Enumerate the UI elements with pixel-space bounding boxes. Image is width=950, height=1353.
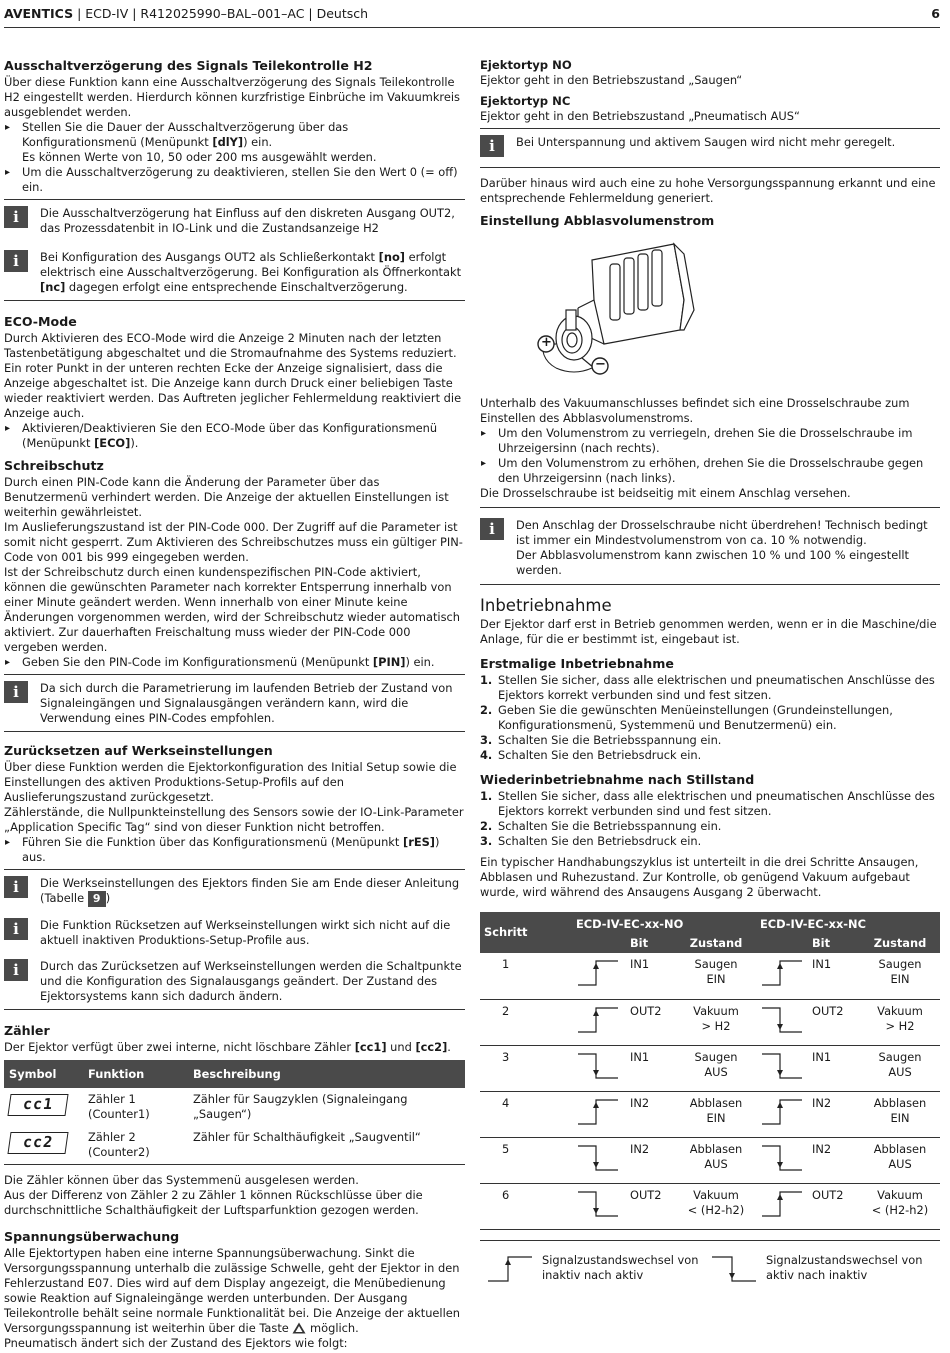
page-number: 6 bbox=[931, 6, 940, 21]
rising-edge-icon bbox=[576, 1004, 620, 1034]
info-note: i Die Ausschaltverzögerung hat Einfluss auf den diskreten Ausgang OUT2, das Prozessdatenbit in IO-Link und die Zustandsanzeige H2 bbox=[4, 199, 465, 241]
signal-cell bbox=[572, 1137, 626, 1183]
table-header: Zustand bbox=[676, 934, 756, 953]
paragraph: Der Ejektor darf erst in Betrieb genommen werden, wenn er in die Maschine/die Anlage, für die er bestimmt ist, eingebaut ist. bbox=[480, 617, 937, 646]
paragraph: Über diese Funktion kann eine Ausschaltverzögerung des Signals Teilekontrolle H2 eingestellt werden. Hierdurch können kurzfristige Einbrüche im Vakuumkreis ausgeblendet werden. bbox=[4, 75, 460, 119]
state-cell: Abblasen EIN bbox=[676, 1091, 756, 1137]
signal-cell bbox=[572, 953, 626, 999]
info-icon: i bbox=[4, 959, 28, 981]
section-title: Schreibschutz bbox=[4, 458, 104, 473]
table-header: Zustand bbox=[860, 934, 940, 953]
signal-cell bbox=[572, 1183, 626, 1229]
table-header: Funktion bbox=[83, 1060, 188, 1088]
paragraph: Ein typischer Handhabungszyklus ist unterteilt in die drei Schritte Ansaugen, Abblasen und Ruhezustand. Zur Kontrolle, ob genügend Vakuum aufgebaut wurde, wird während des Ansaugens Ausgang 2 überwacht. bbox=[480, 855, 919, 899]
table-header: ECD-IV-EC-xx-NC bbox=[756, 912, 940, 934]
info-note: i Den Anschlag der Drosselschraube nicht überdrehen! Technisch bedingt ist immer ein Mindestvolumenstrom von ca. 10 % notwendig. Der Abblasvolumenstrom kann zwischen 10 % und 100 % eingestellt werden. bbox=[480, 507, 940, 585]
info-note: i Durch das Zurücksetzen auf Werkseinstellungen werden die Schaltpunkte und die Konfiguration des Signalausgangs geändert. Der Zustand des Ejektorsystems kann sich dadurch ändern. bbox=[4, 953, 465, 1010]
section-title: Spannungsüberwachung bbox=[4, 1229, 180, 1244]
rising-edge-icon bbox=[760, 1096, 804, 1126]
section-title: Einstellung Abblasvolumenstrom bbox=[480, 213, 715, 228]
info-icon: i bbox=[4, 876, 28, 898]
counter-table bbox=[4, 1060, 465, 1165]
bit-cell: OUT2 bbox=[626, 1183, 676, 1229]
numbered-step: 2. Geben Sie die gewünschten Menüeinstellungen (Grundeinstellungen, Konfigurationsmenü, Systemmenü und Benutzermenü) ein. bbox=[480, 703, 893, 732]
subsection-title: Ejektortyp NC bbox=[480, 94, 571, 108]
step-number: 3 bbox=[480, 1045, 572, 1091]
falling-edge-icon bbox=[760, 1004, 804, 1034]
table-row: cc2 Zähler 2 (Counter2) Zähler für Schalthäufigkeit „Saugventil“ bbox=[4, 1126, 465, 1165]
step-number: 6 bbox=[480, 1183, 572, 1229]
table-header: Schritt bbox=[480, 912, 572, 953]
bit-cell: IN2 bbox=[808, 1091, 860, 1137]
bullet-item: ▸ Führen Sie die Funktion über das Konfigurationsmenü (Menüpunkt [rES]) aus. bbox=[4, 835, 465, 865]
paragraph: Ejektor geht in den Betriebszustand „Saugen“ bbox=[480, 73, 743, 87]
falling-edge-icon bbox=[710, 1253, 758, 1283]
table-header: Bit bbox=[626, 934, 676, 953]
paragraph: Darüber hinaus wird auch eine zu hohe Versorgungsspannung erkannt und eine entsprechende Fehlermeldung generiert. bbox=[480, 176, 936, 205]
bullet-item: ▸ Stellen Sie die Dauer der Ausschaltverzögerung über das Konfigurationsmenü (Menüpunkt [dlY]) ein. Es können Werte von 10, 50 oder 200 ms ausgewählt werden. bbox=[4, 120, 465, 165]
paragraph: Unterhalb des Vakuumanschlusses befindet sich eine Drosselschraube zum Einstellen des Abblasvolumenstroms. bbox=[480, 396, 910, 425]
numbered-step: 3. Schalten Sie die Betriebsspannung ein. bbox=[480, 733, 722, 747]
falling-edge-icon bbox=[576, 1188, 620, 1218]
ejector-illustration bbox=[534, 240, 734, 390]
paragraph: Pneumatisch ändert sich der Zustand des Ejektors wie folgt: bbox=[4, 1336, 348, 1350]
bullet-item: ▸ Geben Sie den PIN-Code im Konfigurationsmenü (Menüpunkt [PIN]) ein. bbox=[4, 655, 465, 670]
bit-cell: OUT2 bbox=[808, 999, 860, 1045]
numbered-step: 2. Schalten Sie die Betriebsspannung ein. bbox=[480, 819, 722, 833]
info-note: i Bei Konfiguration des Ausgangs OUT2 als Schließerkontakt [no] erfolgt elektrisch eine Ausschaltverzögerung. Bei Konfiguration als Öffnerkontakt [nc] dagegen erfolgt eine entsprechende Einschaltverzögerung. bbox=[4, 241, 465, 301]
bullet-item: ▸ Aktivieren/Deaktivieren Sie den ECO-Mode über das Konfigurationsmenü (Menüpunkt [ECO]). bbox=[4, 421, 465, 451]
minus-label: − bbox=[595, 357, 606, 372]
signal-cell bbox=[572, 1091, 626, 1137]
page-header bbox=[4, 6, 940, 28]
step-number: 1 bbox=[480, 953, 572, 999]
rising-edge-icon bbox=[760, 957, 804, 987]
table-row bbox=[480, 1183, 940, 1229]
section-title: Zähler bbox=[4, 1023, 50, 1038]
document-id: | ECD-IV | R412025990–BAL–001–AC | Deutsch bbox=[73, 6, 369, 21]
state-cell: Saugen EIN bbox=[676, 953, 756, 999]
info-note: i Bei Unterspannung und aktivem Saugen wird nicht mehr geregelt. bbox=[480, 128, 940, 168]
state-cell: Abblasen AUS bbox=[676, 1137, 756, 1183]
paragraph: Ejektor geht in den Betriebszustand „Pneumatisch AUS“ bbox=[480, 109, 800, 123]
bit-cell: IN2 bbox=[626, 1091, 676, 1137]
paragraph: Die Drosselschraube ist beidseitig mit einem Anschlag versehen. bbox=[480, 486, 851, 500]
paragraph: Zählerstände, die Nullpunkteinstellung des Sensors sowie der IO-Link-Parameter „Application Specific Tag“ sind von dieser Funktion nicht betroffen. bbox=[4, 805, 464, 834]
rising-edge-icon bbox=[486, 1253, 534, 1283]
bit-cell: IN2 bbox=[626, 1137, 676, 1183]
falling-edge-icon bbox=[576, 1050, 620, 1080]
right-column bbox=[480, 57, 940, 1230]
table-header: Beschreibung bbox=[188, 1060, 465, 1088]
numbered-step: 3. Schalten Sie den Betriebsdruck ein. bbox=[480, 834, 702, 848]
step-number: 5 bbox=[480, 1137, 572, 1183]
legend-item-rising: Signalzustandswechsel von inaktiv nach aktiv bbox=[486, 1253, 712, 1283]
paragraph: Über diese Funktion werden die Ejektorkonfiguration des Initial Setup sowie die Einstellungen des aktiven Produktions-Setup-Profils auf den Auslieferungszustand zurückgesetzt. bbox=[4, 760, 457, 804]
state-cell: Vakuum > H2 bbox=[676, 999, 756, 1045]
bullet-item: ▸ Um die Ausschaltverzögerung zu deaktivieren, stellen Sie den Wert 0 (= off) ein. bbox=[4, 165, 465, 195]
state-cell: Saugen AUS bbox=[676, 1045, 756, 1091]
chapter-title: Inbetriebnahme bbox=[480, 596, 612, 615]
seven-segment-symbol: cc1 bbox=[7, 1094, 68, 1116]
table-row bbox=[480, 1137, 940, 1183]
step-number: 4 bbox=[480, 1091, 572, 1137]
signal-cell bbox=[756, 1045, 808, 1091]
handling-cycle-table bbox=[480, 912, 940, 1230]
bullet-item: ▸ Um den Volumenstrom zu erhöhen, drehen Sie die Drosselschraube gegen den Uhrzeigersinn (nach links). bbox=[480, 456, 940, 486]
throttle-screw-figure bbox=[534, 240, 734, 390]
numbered-step: 1. Stellen Sie sicher, dass alle elektrischen und pneumatischen Anschlüsse des Ejektors korrekt verbunden sind und fest sitzen. bbox=[480, 673, 935, 702]
warning-triangle-icon bbox=[292, 1322, 306, 1334]
section-title: Erstmalige Inbetriebnahme bbox=[480, 656, 674, 671]
signal-legend bbox=[480, 1240, 940, 1282]
info-icon: i bbox=[4, 206, 28, 228]
info-note: i Die Werkseinstellungen des Ejektors finden Sie am Ende dieser Anleitung (Tabelle 9 ) bbox=[4, 869, 465, 912]
signal-cell bbox=[756, 999, 808, 1045]
section-title: Wiederinbetriebnahme nach Stillstand bbox=[480, 772, 755, 787]
info-note: i Die Funktion Rücksetzen auf Werkseinstellungen wirkt sich nicht auf die aktuell inaktiven Produktions-Setup-Profile aus. bbox=[4, 912, 465, 953]
signal-cell bbox=[756, 1137, 808, 1183]
bit-cell: IN1 bbox=[626, 953, 676, 999]
signal-cell bbox=[756, 1091, 808, 1137]
paragraph: Ist der Schreibschutz durch einen kundenspezifischen PIN-Code aktiviert, können die gewünschten Parameter nach korrekter Entsperrung innerhalb von einer Minute geändert werden. Wenn innerhalb von einer Minute keine Änderungen vorgenommen werden, wird der Schreibschutz wieder automatisch aktiviert. Zur dauerhaften Freischaltung muss wieder der PIN-Code 000 vergeben werden. bbox=[4, 565, 461, 654]
table-row: cc1 Zähler 1 (Counter1) Zähler für Saugzyklen (Signaleingang „Saugen“) bbox=[4, 1088, 465, 1126]
table-row bbox=[480, 999, 940, 1045]
rising-edge-icon bbox=[760, 1188, 804, 1218]
subsection-title: Ejektortyp NO bbox=[480, 58, 572, 72]
table-row bbox=[480, 953, 940, 999]
table-row bbox=[480, 1045, 940, 1091]
state-cell: Abblasen AUS bbox=[860, 1137, 940, 1183]
paragraph: Durch einen PIN-Code kann die Änderung der Parameter über das Benutzermenü verhindert werden. Die Anzeige der aktuellen Einstellungen ist weiterhin gewährleistet. bbox=[4, 475, 449, 519]
table-header: Bit bbox=[808, 934, 860, 953]
falling-edge-icon bbox=[760, 1142, 804, 1172]
paragraph: Die Zähler können über das Systemmenü ausgelesen werden. bbox=[4, 1173, 359, 1187]
signal-cell bbox=[572, 1045, 626, 1091]
signal-cell bbox=[756, 953, 808, 999]
plus-label: + bbox=[541, 335, 552, 350]
bit-cell: IN1 bbox=[808, 1045, 860, 1091]
paragraph: Aus der Differenz von Zähler 2 zu Zähler 1 können Rückschlüsse über die durchschnittliche Schalthäufigkeit der Luftsparfunktion gezogen werden. bbox=[4, 1188, 423, 1217]
signal-cell bbox=[572, 999, 626, 1045]
brand-name: AVENTICS bbox=[4, 6, 74, 21]
paragraph: Alle Ejektortypen haben eine interne Spannungsüberwachung. Sinkt die Versorgungsspannung unterhalb die zulässige Schwelle, geht der Ejektor in den Fehlerzustand E07. Dies wird auf dem Display angezeigt, die Menübedienung sowie Reaktion auf Signaleingänge werden unterbunden. Der Ausgang Teilekontrolle behält seine normale Funktionalität bei. Die Anzeige der aktuellen Versorgungsspannung ist weiterhin über die Taste möglich. bbox=[4, 1246, 460, 1335]
bit-cell: IN1 bbox=[626, 1045, 676, 1091]
state-cell: Saugen EIN bbox=[860, 953, 940, 999]
bit-cell: OUT2 bbox=[808, 1183, 860, 1229]
table-header: Symbol bbox=[4, 1060, 83, 1088]
bit-cell: IN1 bbox=[808, 953, 860, 999]
state-cell: Vakuum > H2 bbox=[860, 999, 940, 1045]
info-icon: i bbox=[4, 918, 28, 940]
state-cell: Vakuum < (H2-h2) bbox=[860, 1183, 940, 1229]
seven-segment-symbol: cc2 bbox=[7, 1132, 68, 1154]
falling-edge-icon bbox=[760, 1050, 804, 1080]
table-reference-badge[interactable]: 9 bbox=[88, 891, 106, 907]
paragraph: Im Auslieferungszustand ist der PIN-Code 000. Der Zugriff auf die Parameter ist somit nicht gesperrt. Zum Aktivieren des Schreibschutzes muss ein gültiger PIN-Code von 001 bis 999 eingegeben werden. bbox=[4, 520, 463, 564]
info-icon: i bbox=[4, 681, 28, 703]
numbered-step: 4. Schalten Sie den Betriebsdruck ein. bbox=[480, 748, 702, 762]
bullet-item: ▸ Um den Volumenstrom zu verriegeln, drehen Sie die Drosselschraube im Uhrzeigersinn (nach rechts). bbox=[480, 426, 940, 456]
signal-cell bbox=[756, 1183, 808, 1229]
step-number: 2 bbox=[480, 999, 572, 1045]
state-cell: Vakuum < (H2-h2) bbox=[676, 1183, 756, 1229]
info-note: i Da sich durch die Parametrierung im laufenden Betrieb der Zustand von Signaleingängen und Signalausgängen verändern kann, wird die Verwendung eines PIN-Codes empfohlen. bbox=[4, 674, 465, 732]
section-title: Ausschaltverzögerung des Signals Teilekontrolle H2 bbox=[4, 58, 373, 73]
left-column bbox=[4, 57, 465, 1351]
state-cell: Abblasen EIN bbox=[860, 1091, 940, 1137]
numbered-step: 1. Stellen Sie sicher, dass alle elektrischen und pneumatischen Anschlüsse des Ejektors korrekt verbunden sind und fest sitzen. bbox=[480, 789, 935, 818]
table-row bbox=[480, 1091, 940, 1137]
section-title: ECO-Mode bbox=[4, 314, 77, 329]
state-cell: Saugen AUS bbox=[860, 1045, 940, 1091]
rising-edge-icon bbox=[576, 1096, 620, 1126]
section-title: Zurücksetzen auf Werkseinstellungen bbox=[4, 743, 273, 758]
info-icon: i bbox=[480, 518, 504, 540]
rising-edge-icon bbox=[576, 957, 620, 987]
info-icon: i bbox=[480, 135, 504, 157]
bit-cell: IN2 bbox=[808, 1137, 860, 1183]
paragraph: Durch Aktivieren des ECO-Mode wird die Anzeige 2 Minuten nach der letzten Tastenbetätigung abgeschaltet und die Stromaufnahme des Systems reduziert. Ein roter Punkt in der unteren rechten Ecke der Anzeige signalisiert, dass die Anzeige abgeschaltet ist. Die Anzeige kann durch Druck einer beliebigen Taste wieder reaktiviert werden. Das Auftreten jeglicher Fehlermeldung reaktiviert die Anzeige auch. bbox=[4, 331, 462, 420]
paragraph: Der Ejektor verfügt über zwei interne, nicht löschbare Zähler [cc1] und [cc2]. bbox=[4, 1040, 451, 1054]
bit-cell: OUT2 bbox=[626, 999, 676, 1045]
falling-edge-icon bbox=[576, 1142, 620, 1172]
table-header: ECD-IV-EC-xx-NO bbox=[572, 912, 756, 934]
info-icon: i bbox=[4, 250, 28, 272]
legend-item-falling: Signalzustandswechsel von aktiv nach inaktiv bbox=[710, 1253, 936, 1283]
